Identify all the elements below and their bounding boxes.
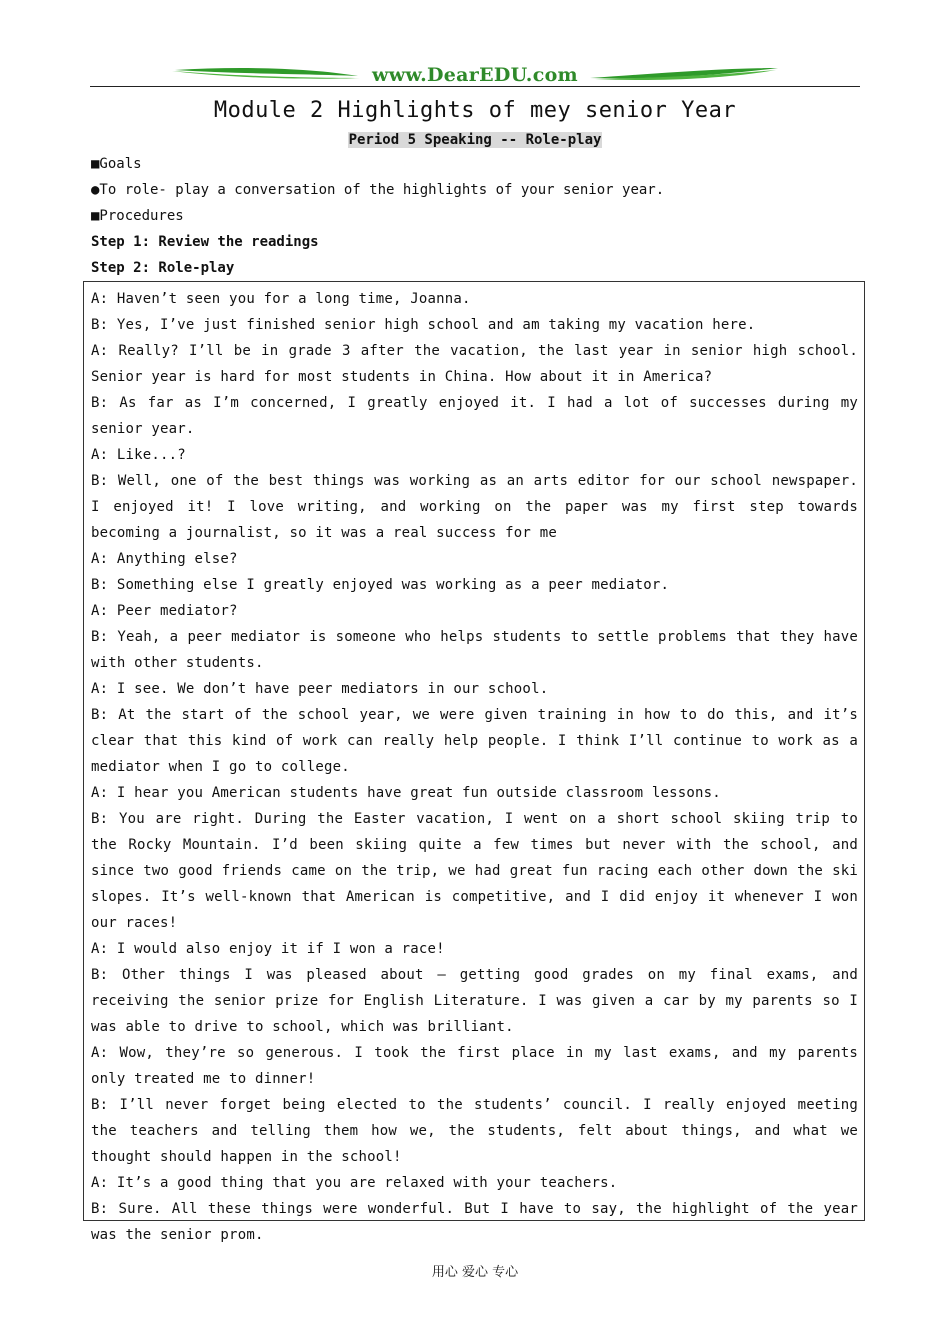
step-2: Step 2: Role-play <box>91 260 235 276</box>
dialogue-line: A: Wow, they’re so generous. I took the first place in my last exams, and my parents only treated me to dinner! <box>91 1045 858 1087</box>
dialogue-line: B: Something else I greatly enjoyed was working as a peer mediator. <box>91 577 670 593</box>
procedures-heading: ■Procedures <box>91 208 184 224</box>
site-name: www.DearEDU.com <box>372 64 578 86</box>
header-rule <box>90 86 860 87</box>
dialogue-list <box>91 286 858 1248</box>
dialogue-line: A: I hear you American students have great fun outside classroom lessons. <box>91 785 721 801</box>
dialogue-line: A: Anything else? <box>91 551 238 567</box>
page-footer: 用心 爱心 专心 <box>431 1265 519 1280</box>
dialogue-line: B: Sure. All these things were wonderful. But I have to say, the highlight of the year was the senior prom. <box>91 1201 858 1243</box>
dialogue-line: A: Really? I’ll be in grade 3 after the vacation, the last year in senior high school. Senior year is hard for most students in China. How about it in America? <box>91 343 858 385</box>
page-subtitle: Period 5 Speaking -- Role-play <box>348 132 602 148</box>
step-1: Step 1: Review the readings <box>91 234 319 250</box>
dialogue-line: B: Other things I was pleased about – getting good grades on my final exams, and receiving the senior prize for English Literature. I was given a car by my parents so I was able to drive to school, which was brilliant. <box>91 967 858 1035</box>
dialogue-line: B: At the start of the school year, we were given training in how to do this, and it’s clear that this kind of work can really help people. I think I’ll continue to work as a mediator when I go to college. <box>91 707 858 775</box>
page-title: Module 2 Highlights of mey senior Year <box>213 98 737 123</box>
dialogue-line: A: It’s a good thing that you are relaxed with your teachers. <box>91 1175 618 1191</box>
dialogue-line: B: Yes, I’ve just finished senior high school and am taking my vacation here. <box>91 317 756 333</box>
dialogue-line: A: Like...? <box>91 447 186 463</box>
dialogue-line: A: Haven’t seen you for a long time, Joanna. <box>91 291 471 307</box>
dialogue-box <box>83 281 865 1243</box>
dialogue-line: B: As far as I’m concerned, I greatly enjoyed it. I had a lot of successes during my senior year. <box>91 395 858 437</box>
dialogue-line: A: I see. We don’t have peer mediators in our school. <box>91 681 549 697</box>
dialogue-line: A: Peer mediator? <box>91 603 238 619</box>
dialogue-line: B: Well, one of the best things was working as an arts editor for our school newspaper. I enjoyed it! I love writing, and working on the paper was my first step towards becoming a journalist, so it was a real success for me <box>91 473 858 541</box>
goals-heading: ■Goals <box>91 156 142 172</box>
dialogue-line: B: I’ll never forget being elected to the students’ council. I really enjoyed meeting the teachers and telling them how we, the students, felt about things, and what we thought should happen in the school! <box>91 1097 858 1165</box>
dialogue-line: B: Yeah, a peer mediator is someone who helps students to settle problems that they have with other students. <box>91 629 858 671</box>
subtitle-container <box>0 129 950 148</box>
dialogue-line: B: You are right. During the Easter vacation, I went on a short school skiing trip to the Rocky Mountain. I’d been skiing quite a few times but never with the school, and since two good friends came on the trip, we had great fun racing each other down the ski slopes. It’s well-known that American is competitive, and I did enjoy it whenever I won our races! <box>91 811 858 931</box>
goal-text: ●To role- play a conversation of the highlights of your senior year. <box>91 182 665 198</box>
dialogue-line: A: I would also enjoy it if I won a race! <box>91 941 445 957</box>
